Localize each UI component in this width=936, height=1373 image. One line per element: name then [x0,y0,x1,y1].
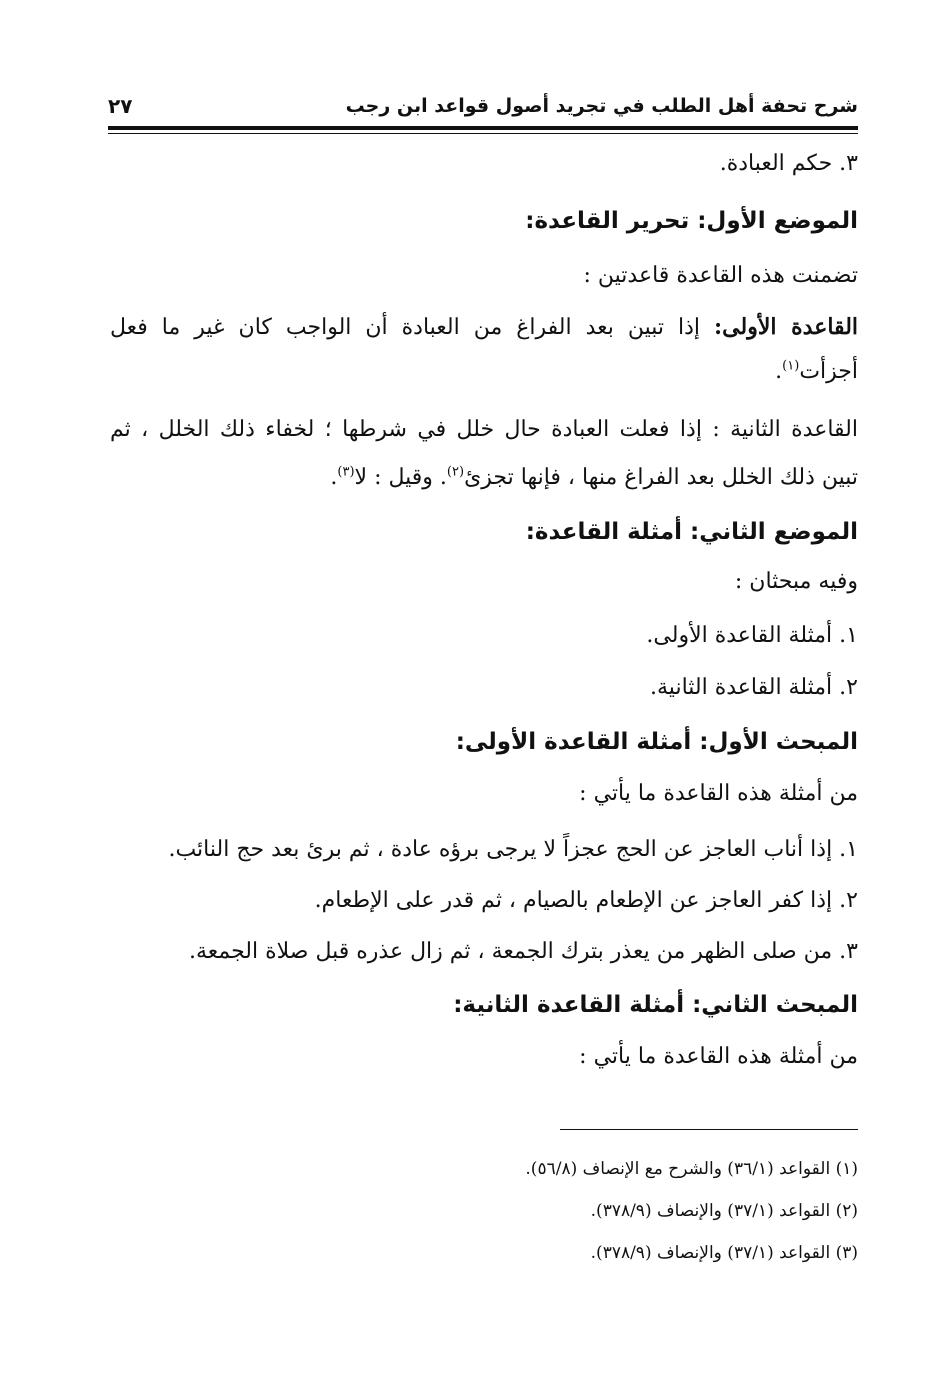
running-title: شرح تحفة أهل الطلب في تجريد أصول قواعد ابن رجب [345,95,858,117]
rule-two-text-2: تبين ذلك الخلل بعد الفراغ منها ، فإنها تجزئ [464,465,858,490]
section-heading: الموضع الثاني: أمثلة القاعدة: [525,519,858,545]
rule-one-continuation [110,352,858,402]
section-heading: المبحث الأول: أمثلة القاعدة الأولى: [455,729,858,755]
paragraph: من أمثلة هذه القاعدة ما يأتي : [579,781,858,806]
section-heading: الموضع الأول: تحرير القاعدة: [525,208,858,234]
rule-two-text: إذا فعلت العبادة حال خلل في شرطها ؛ لخفاء ذلك الخلل ، ثم [110,417,702,442]
list-item: ٢. إذا كفر العاجز عن الإطعام بالصيام ، ثم قدر على الإطعام. [314,888,858,913]
paragraph: من أمثلة هذه القاعدة ما يأتي : [579,1044,858,1069]
header-rule-thick [108,126,858,130]
rule-one-text: إذا تبين بعد الفراغ من العبادة أن الواجب كان غير ما فعل [110,315,701,340]
list-item: ٣. من صلى الظهر من يعذر بترك الجمعة ، ثم زال عذره قبل صلاة الجمعة. [188,939,858,964]
rule-two-continuation [110,452,858,506]
rule-one-line [110,302,858,352]
footnote-divider [560,1129,858,1130]
footnote-ref: (٣) [337,464,355,480]
rule-one-text-end: أجزأت [799,359,858,384]
paragraph: تضمنت هذه القاعدة قاعدتين : [583,263,858,288]
rule-two-line [110,402,858,452]
footnote-ref: (٢) [446,464,465,480]
paragraph: وفيه مبحثان : [734,569,858,594]
rule-one-period: . [775,359,783,384]
section-heading: المبحث الثاني: أمثلة القاعدة الثانية: [453,992,858,1018]
page-header [108,88,858,124]
rule-two-label: القاعدة الثانية : [712,417,858,442]
list-item: ٣. حكم العبادة. [719,151,858,176]
footnote: (٢) القواعد (٣٧/١) والإنصاف (٣٧٨/٩). [590,1201,858,1221]
header-rule-thin [108,133,858,134]
footnote: (٣) القواعد (٣٧/١) والإنصاف (٣٧٨/٩). [590,1243,858,1263]
page-body [110,150,858,1084]
list-item: ١. أمثلة القاعدة الأولى. [646,623,858,648]
page-number: ٢٧ [108,94,133,118]
list-item: ٢. أمثلة القاعدة الثانية. [650,675,858,700]
footnote: (١) القواعد (٣٦/١) والشرح مع الإنصاف (٥٦/٨). [525,1159,858,1179]
rule-two-text-3: . وقيل : لا [354,465,447,490]
list-item: ١. إذا أناب العاجز عن الحج عجزاً لا يرجى برؤه عادة ، ثم برئ بعد حج النائب. [168,837,858,862]
footnotes [110,1158,858,1284]
footnote-ref: (١) [782,358,800,374]
rule-one-label: القاعدة الأولى: [714,314,858,340]
rule-two-period: . [330,465,338,490]
